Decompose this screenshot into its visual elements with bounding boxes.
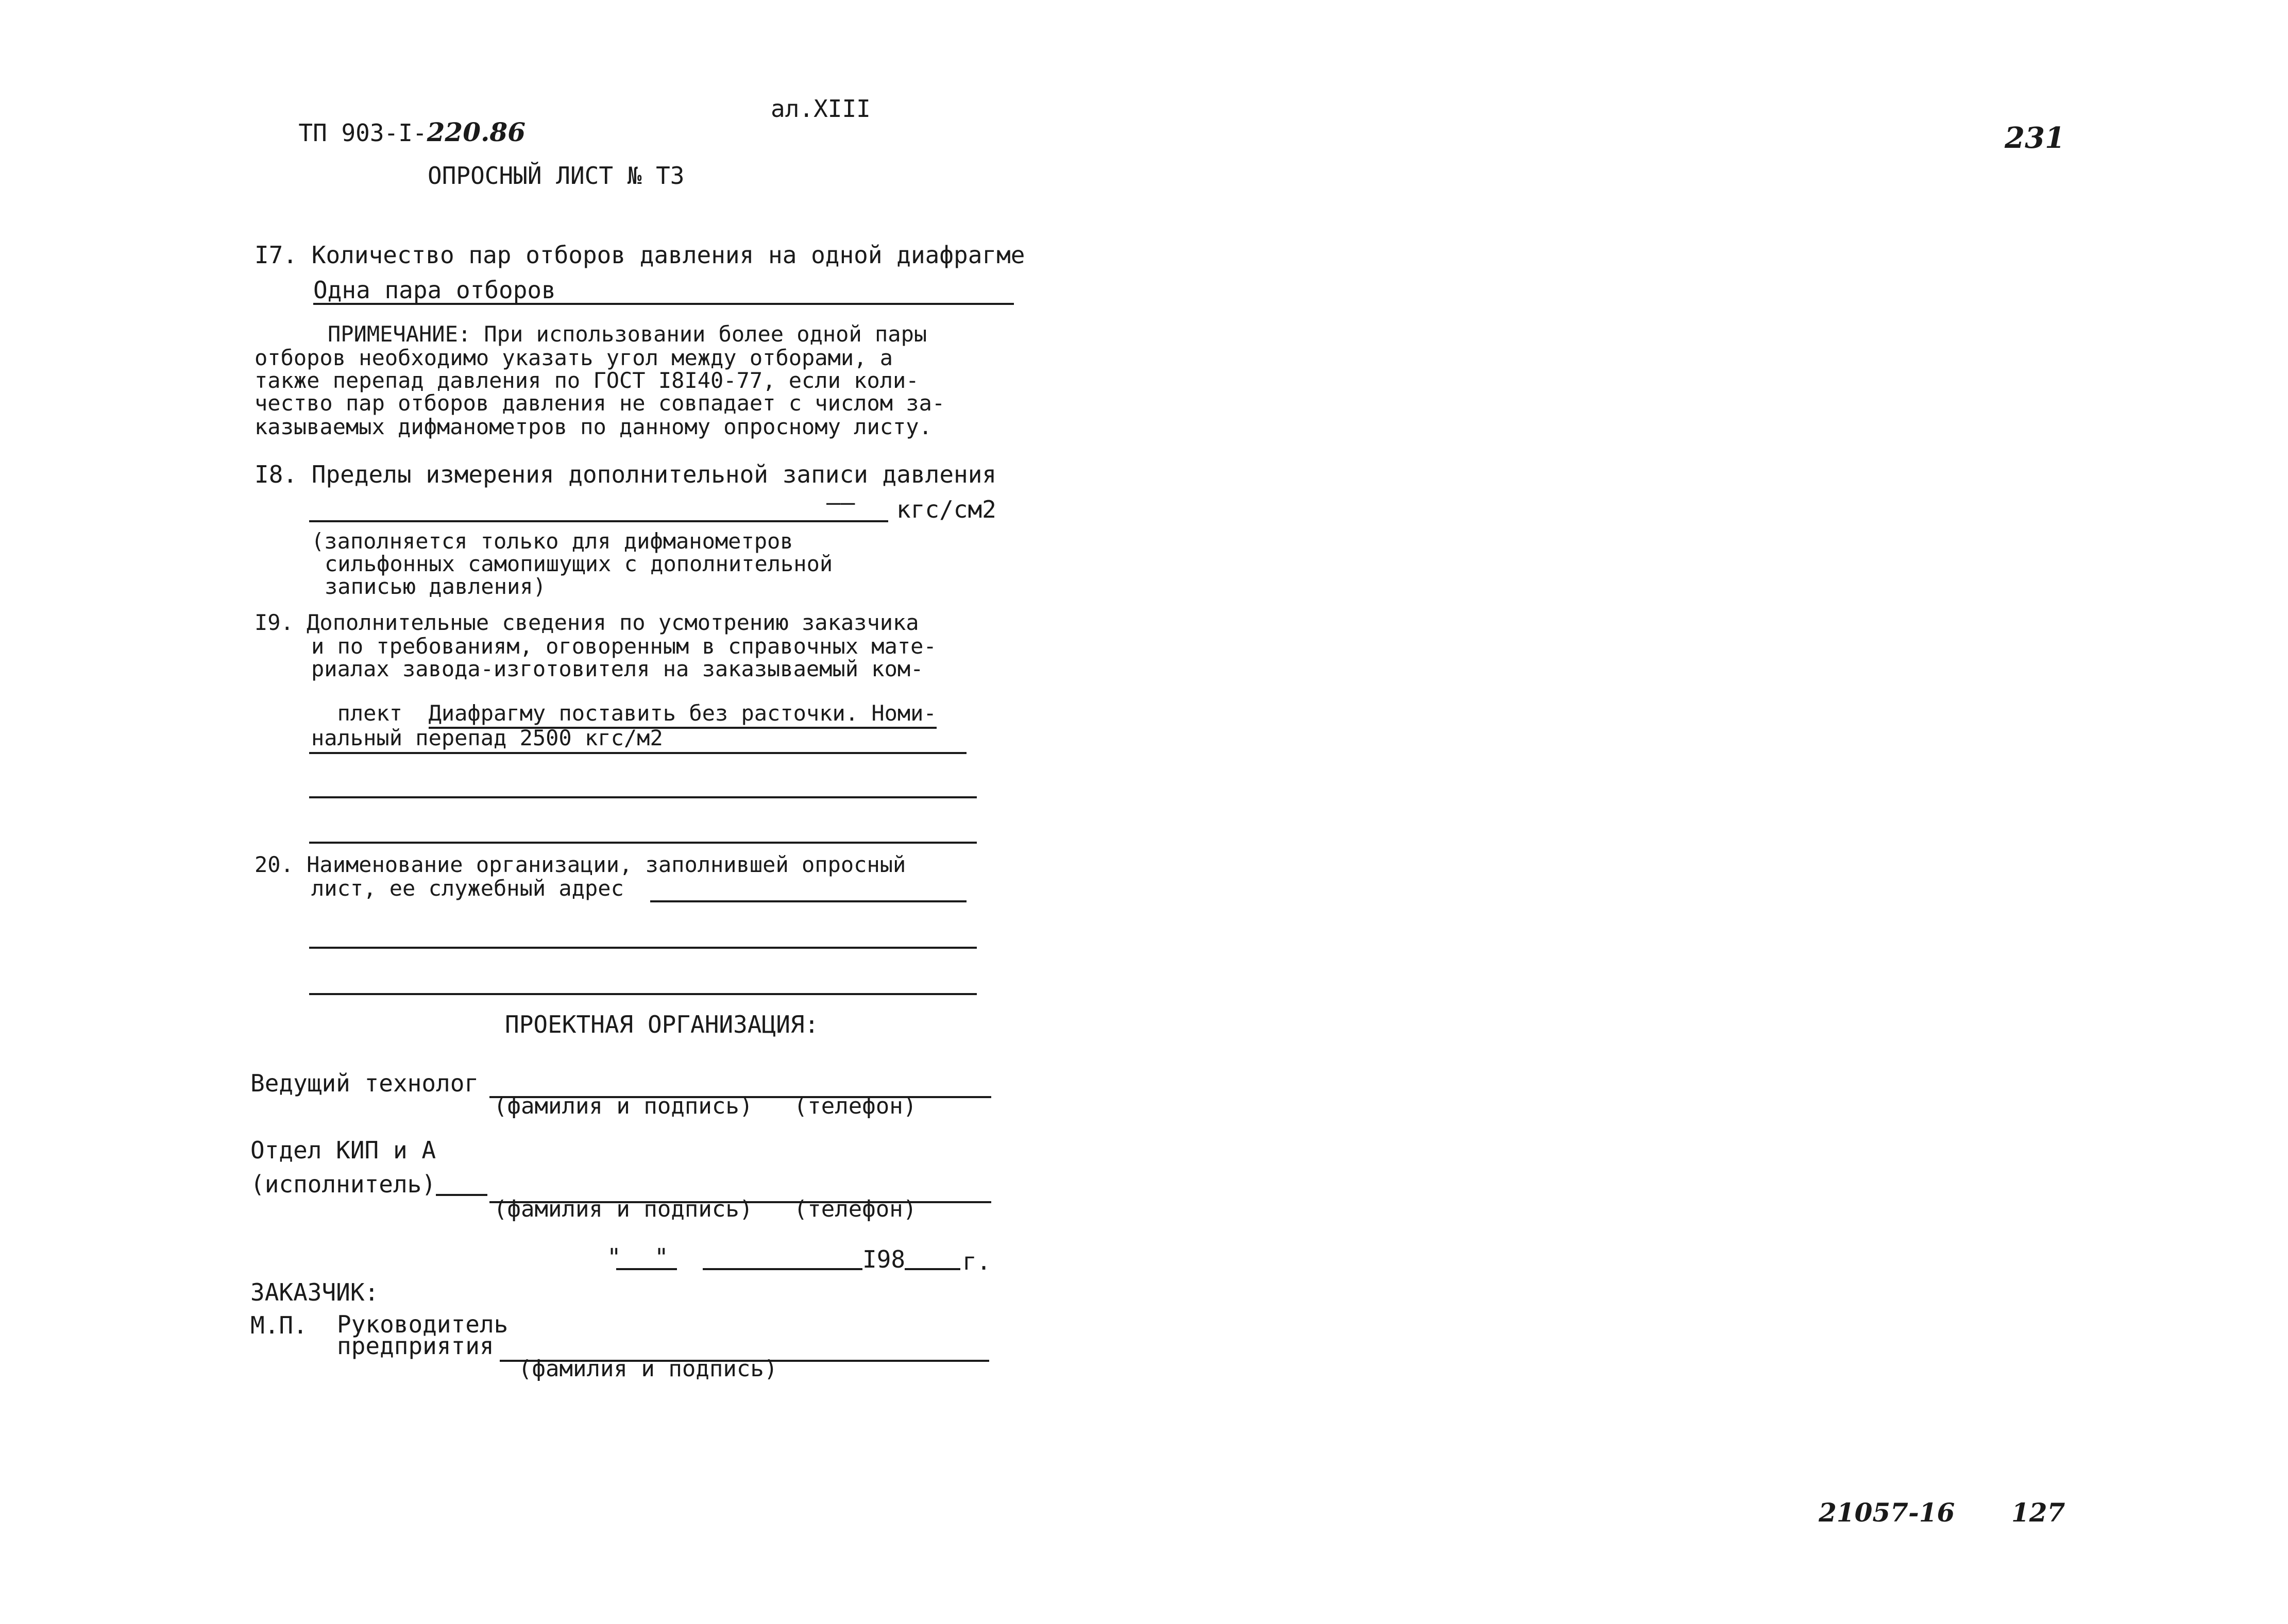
page-title: ОПРОСНЫЙ ЛИСТ № ТЗ [428,162,685,190]
kip-dept-executor-label: (исполнитель) [250,1170,436,1198]
item-19-blank-line-2 [309,842,977,844]
item-19-answer-2-line [309,752,967,754]
date-year-suffix: г. [962,1247,991,1275]
item-17-label: I7. Количество пар отборов давления на одной диафрагме [255,241,1025,269]
item-18-unit: кгс/см2 [896,495,996,523]
item-17-note-line-3: также перепад давления по ГОСТ I8I40-77, если коли- [255,368,919,393]
item-17-note-line-5: казываемых дифманометров по данному опросному листу. [255,414,932,439]
item-20-address-line-2 [309,947,977,949]
customer-heading: ЗАКАЗЧИК: [250,1278,379,1306]
item-18-value-line [309,520,888,522]
item-19-blank-line-1 [309,796,977,798]
item-20-address-line-3 [309,993,977,995]
date-year-prefix: I98 [862,1245,906,1273]
item-19-line-2: и по требованиям, оговоренным в справочных мате- [311,634,937,659]
stamp-place-label: М.П. [250,1311,308,1339]
customer-caption: (фамилия и подпись) [518,1356,778,1382]
date-year-line [905,1268,960,1270]
item-20-address-line-1 [650,900,967,902]
item-19-answer-1: Диафрагму поставить без расточки. Номи- [429,700,937,729]
sheet-number: 127 [2011,1497,2065,1528]
page-number-value: 23 [2005,121,2045,155]
item-20-line-1: 20. Наименование организации, заполнившей опросный [255,852,906,877]
page-number-overwrite: 1 [2044,121,2065,155]
item-19-line-3: риалах завода-изготовителя на заказываемый ком- [311,656,924,681]
item-18-dash: —— [826,488,855,516]
page-number [1985,95,2065,155]
customer-role-line-2: предприятия [337,1332,494,1360]
item-18-note-line-1: (заполняется только для дифманометров [311,528,793,554]
album-number: ал.XIII [771,95,871,123]
item-20-line-2: лист, ее служебный адрес [311,876,624,901]
kip-dept-label: Отдел КИП и А [250,1136,436,1164]
design-organization-heading: ПРОЕКТНАЯ ОРГАНИЗАЦИЯ: [505,1011,819,1038]
lead-technologist-label: Ведущий технолог [250,1069,479,1097]
kip-dept-caption: (фамилия и подпись) (телефон) [494,1196,917,1222]
item-18-note-line-2: сильфонных самопишущих с дополнительной [325,551,833,576]
date-quote-open: " [607,1243,621,1271]
date-quote-close: " [654,1243,669,1271]
item-17-note-line-1: ПРИМЕЧАНИЕ: При использовании более одной пары [328,321,927,347]
document-code [270,96,526,145]
date-month-line [703,1268,862,1270]
item-19-line-4 [311,681,937,724]
document-code-prefix: ТП 903-I- [298,119,427,147]
lead-technologist-caption: (фамилия и подпись) (телефон) [494,1093,917,1119]
archive-number: 21057-16 [1819,1497,1955,1528]
item-19-line-4-prefix: плект [337,700,403,726]
customer-role-line-1: Руководитель [337,1310,509,1338]
document-code-handwritten: 220.86 [427,117,526,147]
kip-dept-executor-line [436,1194,487,1196]
item-17-answer: Одна пара отборов [313,276,556,304]
item-19-answer-2: нальный перепад 2500 кгс/м2 [311,725,663,750]
item-17-note-line-2: отборов необходимо указать угол между отборами, а [255,345,893,370]
item-18-note-line-3: записью давления) [325,574,546,599]
item-18-label: I8. Пределы измерения дополнительной записи давления [255,460,997,488]
item-17-answer-line [313,303,1014,305]
item-19-line-1: I9. Дополнительные сведения по усмотрению заказчика [255,610,919,635]
item-17-note-line-4: чество пар отборов давления не совпадает с числом за- [255,390,945,416]
